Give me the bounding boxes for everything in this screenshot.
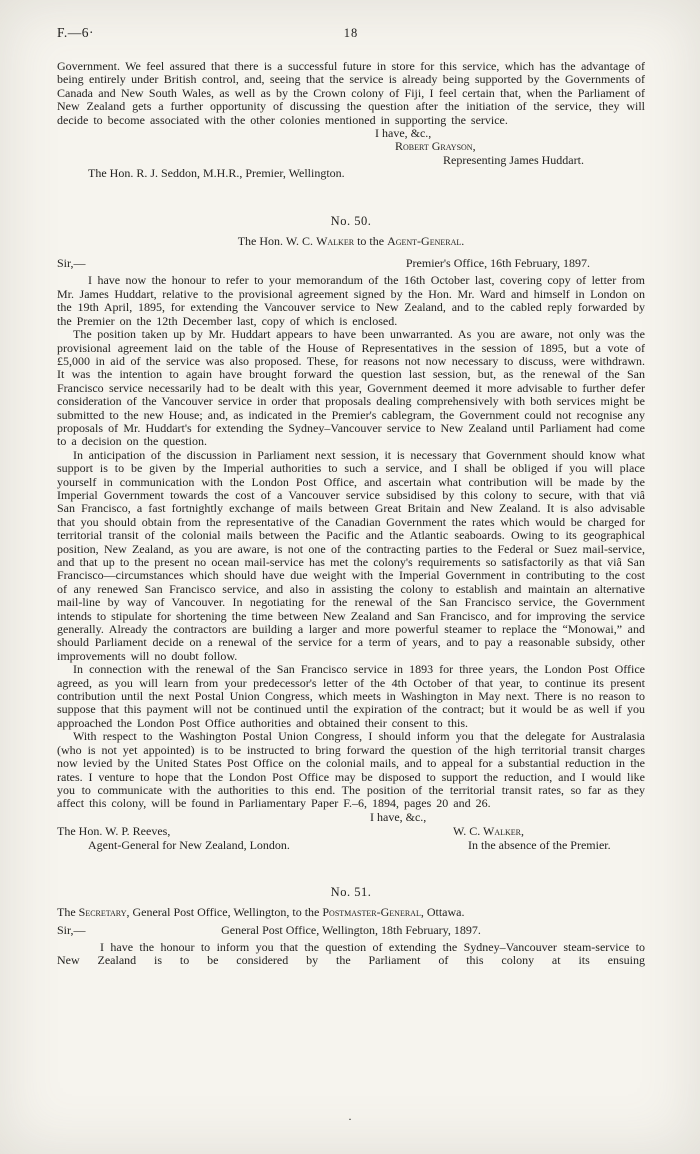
letter-paragraph: The position taken up by Mr. Huddart appears to have been unwarranted. As you are aware, not only was the provisional agreement laid on the table of the House of Representatives in the session of 1895, but a vote of £5,000 in aid of the service was also proposed. These, for reasons not now necessary to discuss, were withdrawn. It was the intention to again have brought forward the question last session, but, as the renewal of the San Francisco service necessarily had to be dealt with this year, Government deemed it more advisable to further defer consideration of the Vancouver service in order that proposals dealing comprehensively with both services might be submitted to the new House; and, as indicated in the Premier's cablegram, the Government could not recognise any proposals of Mr. Huddart's for extending the Sydney–Vancouver service to New Zealand until Parliament had come to a decision on the question. [57,327,645,449]
letter-paragraph: I have now the honour to refer to your memorandum of the 16th October last, covering copy of letter from Mr. James Huddart, relative to the provisional agreement signed by the Hon. Mr. Ward and himself in London on the 19th April, 1895, for extending the Vancouver service to New Zealand, and to the cabled reply forwarded by the Premier on the 12th December last, copy of which is enclosed. [57,273,645,328]
continuation-paragraph: Government. We feel assured that there is a successful future in store for this service, which has the advantage of being entirely under British control, and, seeing that the service is already being supported by the Governments of Canada and New South Wales, as well as by the Crown colony of Fiji, I feel certain that, when the Parliament of New Zealand gets a further opportunity of discussing the question after the initiation of the service, they will decide to become associated with the other colonies mentioned in supporting the service. [57,59,645,127]
letter-number: No. 50. [330,213,372,228]
addressee-line: Agent-General for New Zealand, London. [88,837,290,852]
letter-paragraph: I have the honour to inform you that the question of extending the Sydney–Vancouver steam-service to New Zealand is to be considered by the Parliament of this colony at its ensuing [57,939,645,968]
heading-name: Walker [316,234,355,249]
page-number: 18 [343,26,359,40]
dateline: Premier's Office, 16th February, 1897. [405,256,590,271]
signature-name: Robert Grayson, [395,139,476,154]
heading-name: Postmaster-General [322,905,421,920]
heading-text: , Ottawa. [420,905,465,920]
valediction: I have, &c., [370,809,427,824]
letter-paragraph: With respect to the Washington Postal Union Congress, I should inform you that the delegate for Australasia (who is not yet appointed) is to be instructed to bring forward the question of the high territorial transit charges now levied by the United States Post Office on the colonial mails, and to appeal for a substantial reduction in the rates. I venture to hope that the London Post Office may be disposed to support the reduction, and I would like you to communicate with the authorities to this end. The position of the territorial transit rates, so far as they affect this colony, will be found in Parliamentary Paper F.–6, 1894, pages 20 and 26. [57,729,645,811]
heading-text: . [461,234,465,249]
letter-number: No. 51. [330,884,372,899]
dateline: General Post Office, Wellington, 18th February, 1897. [221,922,481,937]
heading-name: Agent-General [387,234,462,249]
signature-block [453,825,611,852]
letter-51 [57,886,645,968]
signature-name: W. C. Walker, [453,824,525,839]
salutation: Sir,— [57,256,86,271]
letter-50 [57,215,645,852]
addressee-line: The Hon. W. P. Reeves, [57,824,171,839]
heading-name: Secretary [78,905,127,920]
heading-text: , General Post Office, Wellington, to the [126,905,323,920]
heading-text: to the [354,234,388,249]
salutation-row [57,924,645,939]
signature-note: In the absence of the Premier. [468,837,611,852]
page-header [57,26,645,44]
heading-text: The Hon. W. C. [237,234,317,249]
signature-row [57,825,645,852]
footer-mark: · [348,1111,352,1126]
heading-text: The [57,905,79,920]
letter-heading [57,235,645,248]
salutation: Sir,— [57,922,86,937]
continuation-letter [57,60,645,181]
letter-paragraph: In connection with the renewal of the San Francisco service in 1893 for three years, the London Post Office agreed, as you will learn from your predecessor's letter of the 4th October of that year, to continue its present contribution until the next Postal Union Congress, which meets in Washington in May next. There is no reason to suppose that this payment will not be continued until the expiration of the contract; but it would be as well if you approached the London Post Office authorities and obtained their consent to this. [57,662,645,730]
salutation-row [57,257,645,272]
letter-heading [57,906,645,919]
addressee: The Hon. R. J. Seddon, M.H.R., Premier, Wellington. [88,166,345,181]
paper-reference: F.—6· [57,25,95,40]
valediction: I have, &c., [375,126,432,141]
signature-role: Representing James Huddart. [443,152,584,167]
letter-paragraph: In anticipation of the discussion in Parliament next session, it is necessary that Government should know what support is to be given by the Imperial authorities to such a service, and I shall be obliged if you will place yourself in communication with the London Post Office, and ascertain what contribution will be made by the Imperial Government towards the cost of a Vancouver service subsidised by this colony to secure, with that viâ San Francisco, a fast fortnightly exchange of mails between Great Britain and New Zealand. It is also advisable that you should obtain from the representative of the Canadian Government the rates which would be charged for territorial transit of the colonial mails between the Pacific and the Atlantic seaboards. Owing to its geographical position, New Zealand, as you are aware, is not one of the contracting parties to the Federal or Suez mail-service, and that up to the present no ocean mail-service has met the colony's requirements so satisfactorily as that viâ San Francisco—circumstances which should have due weight with the Imperial Government in contributing to the cost of any renewed San Francisco service, and also in assisting the colony to establish and maintain an alternative mail-line by way of Vancouver. In negotiating for the renewal of the San Francisco service, the Government intends to stipulate for shortening the time between New Zealand and San Francisco, and for improving the service generally. Already the contractors are building a larger and more powerful steamer to replace the “Monowai,” and should Parliament decide on a renewal of the service for a term of years, and to pay a reasonable subsidy, other improvements will no doubt follow. [57,447,645,663]
